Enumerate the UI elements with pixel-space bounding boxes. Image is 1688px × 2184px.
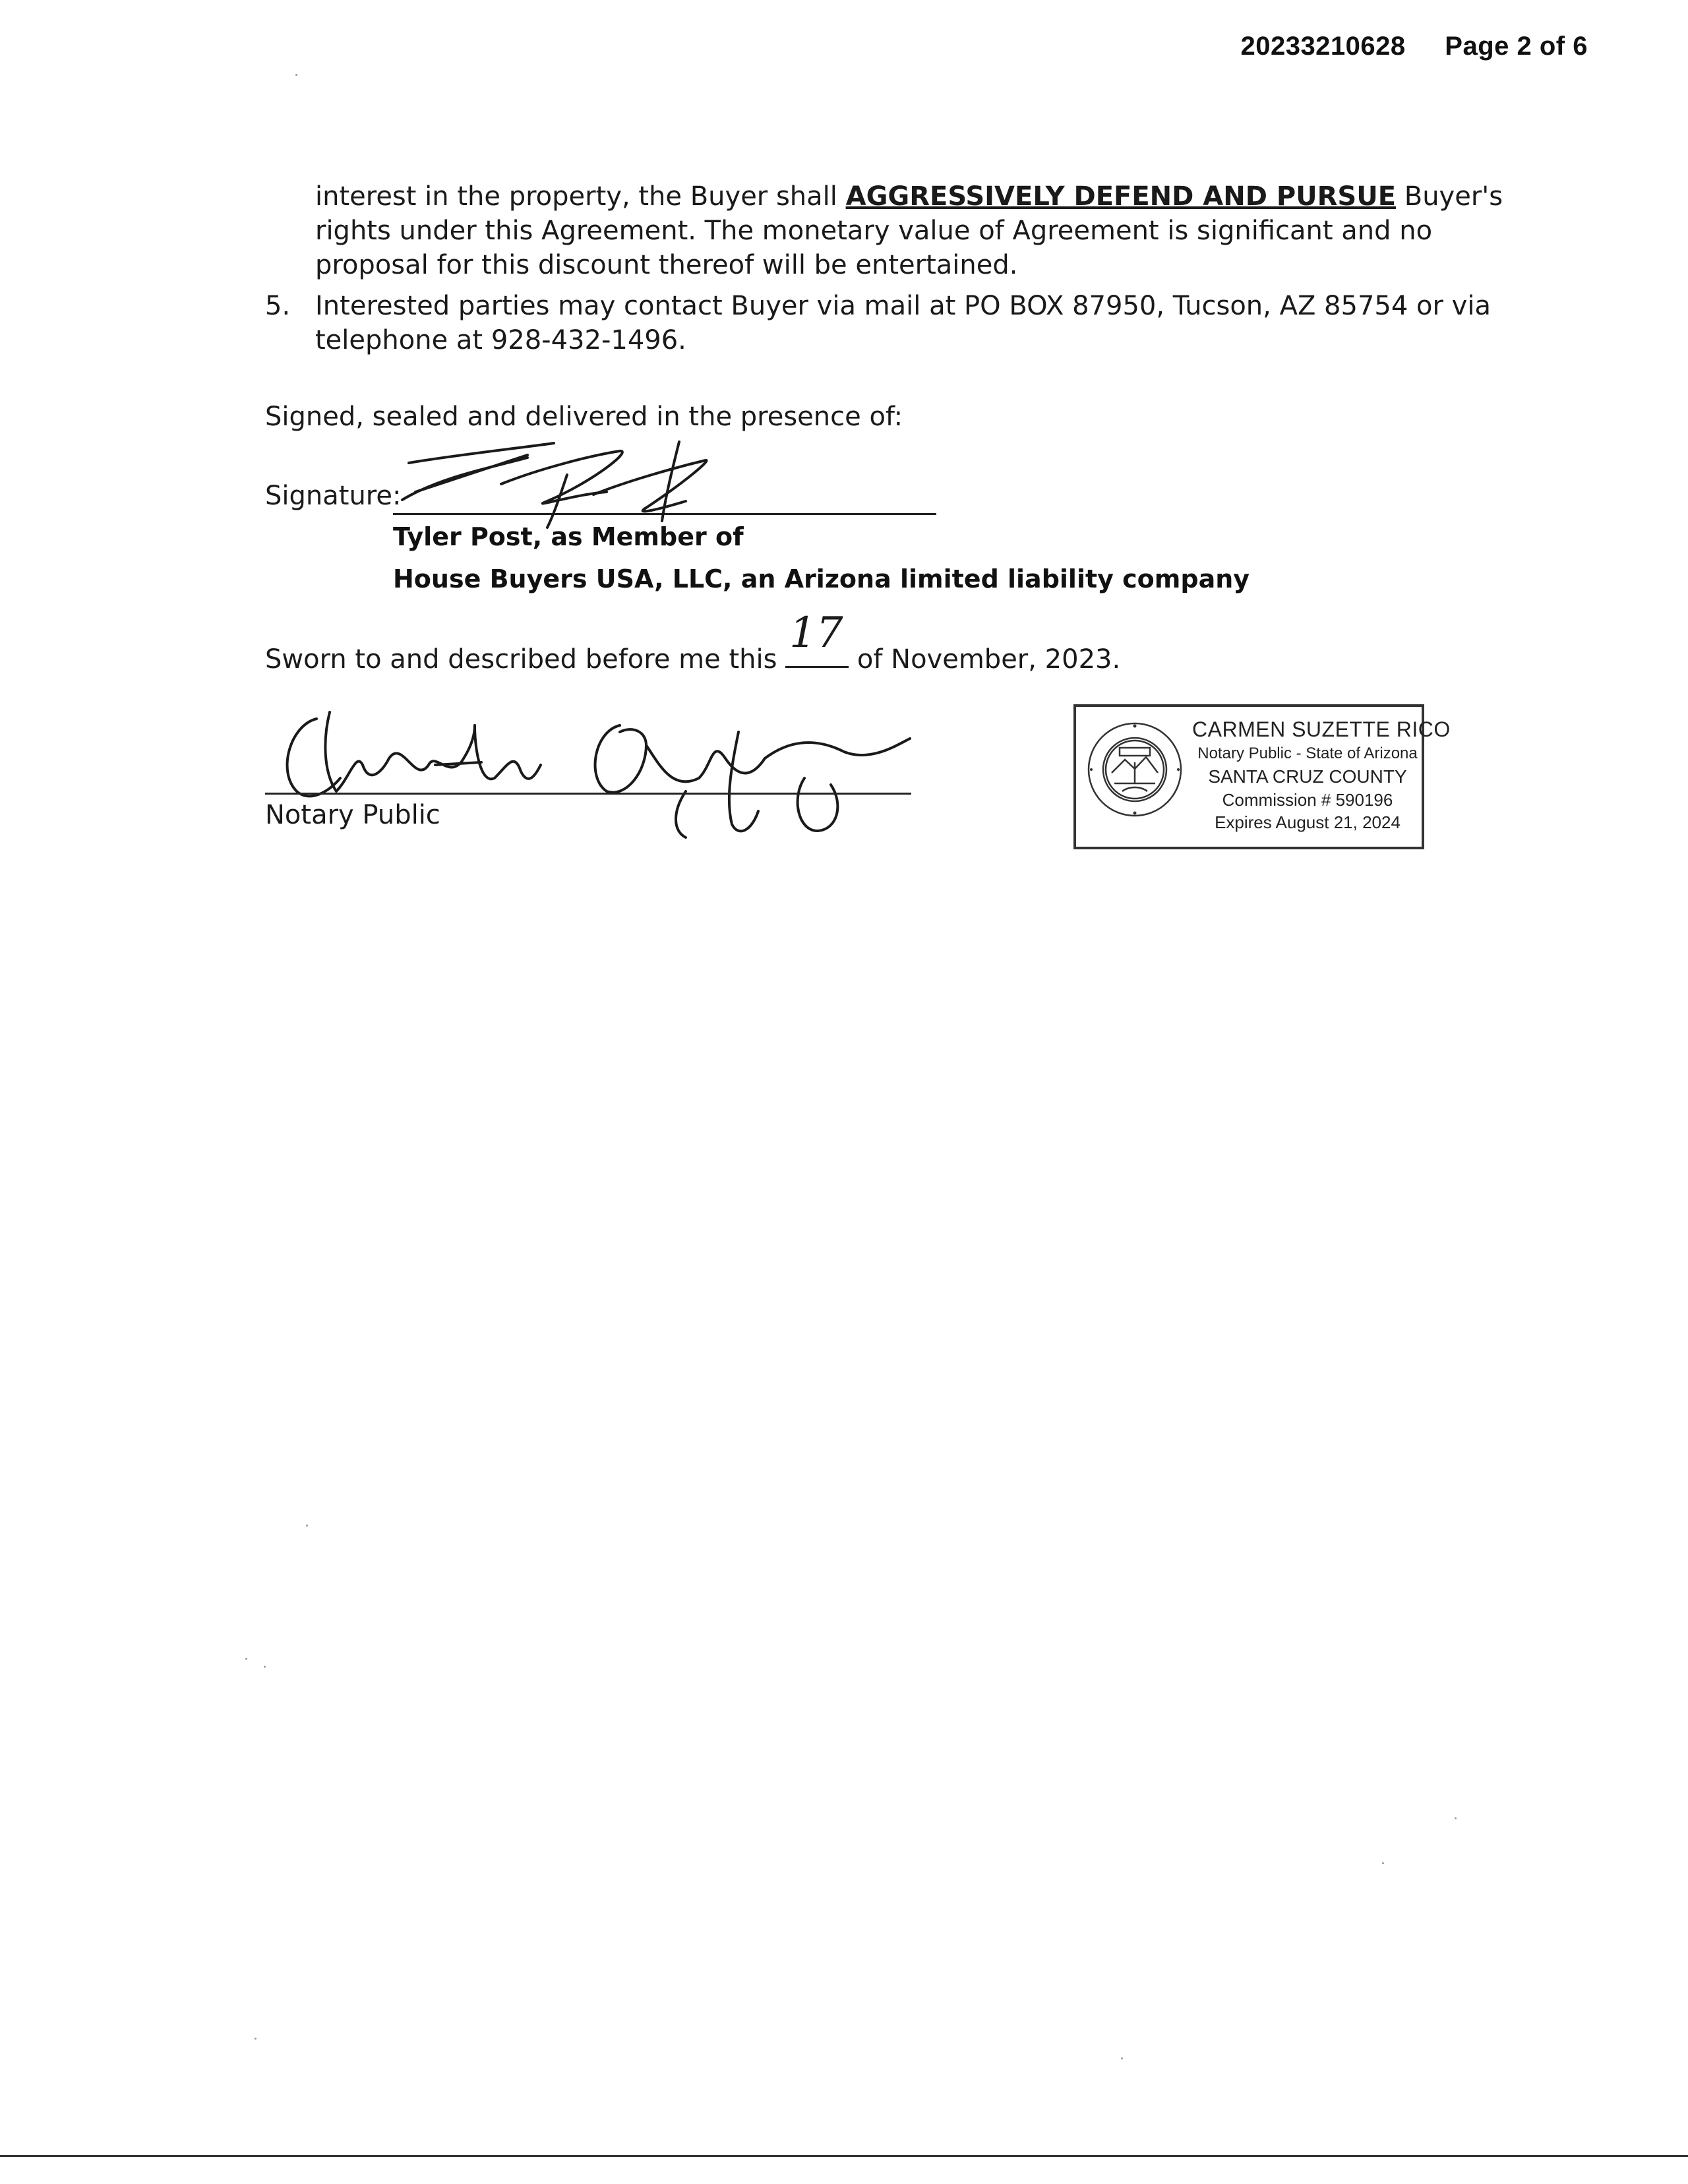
clause-4-text-after: Buyer's rights under this Agreement. The monetary value of Agreement is significant and no proposal for this discount thereof will be entertained. — [315, 181, 1503, 280]
sworn-text-after: of November, 2023. — [849, 644, 1121, 675]
signature-label: Signature: — [265, 481, 402, 511]
scan-speck — [255, 2038, 256, 2040]
notary-public-label: Notary Public — [265, 800, 440, 830]
signer-name: Tyler Post, as Member of — [393, 522, 744, 551]
scan-speck — [295, 74, 297, 76]
stamp-notary-name: CARMEN SUZETTE RICO — [1192, 717, 1451, 741]
stamp-county: SANTA CRUZ COUNTY — [1208, 766, 1407, 787]
sworn-statement — [265, 609, 1518, 677]
scan-speck — [264, 1666, 266, 1668]
scan-speck — [1121, 2057, 1123, 2059]
clause-4-emphasis: AGGRESSIVELY DEFEND AND PURSUE — [845, 181, 1397, 212]
scan-speck — [1455, 1817, 1457, 1819]
scan-speck — [245, 1658, 247, 1660]
page-number: Page 2 of 6 — [1445, 32, 1588, 61]
clause-4-continued — [315, 179, 1515, 282]
stamp-expiration: Expires August 21, 2024 — [1215, 812, 1401, 832]
notary-stamp — [1073, 704, 1451, 849]
document-number: 20233210628 — [1240, 32, 1406, 61]
clause-4-text-before: interest in the property, the Buyer shall — [315, 181, 846, 212]
scan-speck — [306, 1525, 308, 1527]
day-blank — [785, 609, 849, 668]
page-bottom-rule — [0, 2155, 1688, 2157]
signer-company: House Buyers USA, LLC, an Arizona limited liability company — [393, 564, 1250, 593]
stamp-notary-title: Notary Public - State of Arizona — [1197, 744, 1418, 762]
sworn-text-before: Sworn to and described before me this — [265, 644, 786, 675]
arizona-seal-icon — [1085, 720, 1184, 819]
stamp-text — [1192, 716, 1451, 834]
clause-5-number: 5. — [265, 291, 291, 321]
clause-5-text: Interested parties may contact Buyer via mail at PO BOX 87950, Tucson, AZ 85754 or via telephone at 928-432-1496. — [315, 291, 1491, 355]
scan-speck — [1382, 1862, 1384, 1864]
stamp-commission: Commission # 590196 — [1222, 790, 1393, 810]
page-header — [1240, 32, 1588, 61]
signed-sealed-line: Signed, sealed and delivered in the presence of: — [265, 402, 903, 432]
notary-signature-line — [265, 793, 911, 795]
handwritten-day: 17 — [789, 609, 843, 657]
